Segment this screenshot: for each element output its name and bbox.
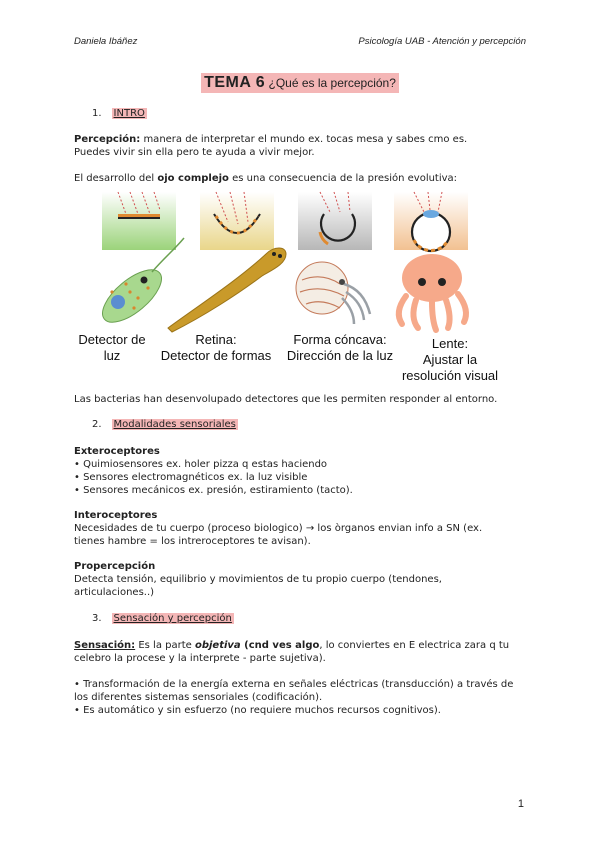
sensacion-text: Es la parte: [135, 640, 195, 651]
list-item: • Sensores electromagnéticos ex. la luz visible: [74, 472, 308, 483]
sensacion-line1: [74, 639, 534, 652]
page-title: [0, 72, 600, 93]
percepcion-term: Percepción:: [74, 134, 141, 145]
section-label: Sensación y percepción: [113, 613, 232, 624]
panel-retina: [168, 192, 286, 332]
interoceptores-line2: tienes hambre = los intreroceptores te avisan).: [74, 536, 311, 547]
caption-retina: [154, 332, 278, 364]
percepcion-text: manera de interpretar el mundo ex. tocas mesa y sabes cmo es.: [140, 134, 468, 145]
interoceptores-title: Interoceptores: [74, 510, 158, 521]
section-heading-modalidades: [92, 419, 238, 430]
caption-line: Ajustar la: [422, 352, 478, 367]
panel-light-detector: [94, 192, 184, 331]
section-heading-sensacion: [92, 613, 234, 624]
bacterias-paragraph: Las bacterias han desenvolupado detectores que les permiten responder al entorno.: [74, 394, 498, 405]
exteroceptores-title: Exteroceptores: [74, 446, 160, 457]
interoceptores-block: [74, 509, 534, 548]
sensacion-term: Sensación:: [74, 640, 136, 651]
caption-line: resolución visual: [401, 368, 499, 383]
title-main: TEMA 6: [204, 74, 266, 91]
list-item: • Transformación de la energía externa en señales eléctricas (transducción) a través de: [74, 679, 514, 690]
exteroceptores-block: [74, 445, 534, 497]
ojo-post: es una consecuencia de la presión evolutiva:: [228, 173, 458, 184]
title-highlight: [201, 73, 399, 93]
caption-line: Detector de formas: [160, 348, 272, 363]
section-number: 2.: [92, 419, 102, 430]
percepcion-definition: [74, 133, 534, 159]
page-number: 1: [517, 798, 524, 810]
interoceptores-line1: Necesidades de tu cuerpo (proceso biologico) → los òrganos envian info a SN (ex.: [74, 523, 483, 534]
panel-lens: [394, 192, 468, 330]
sensacion-definition: [74, 639, 534, 665]
caption-detector: [70, 332, 154, 364]
caption-lens: [398, 336, 502, 384]
list-item: • Quimiosensores ex. holer pizza q estas haciendo: [74, 459, 328, 470]
sensacion-cnd: (cnd ves algo: [240, 640, 320, 651]
header-course: Psicología UAB - Atención y percepción: [358, 36, 526, 47]
ojo-pre: El desarrollo del: [74, 173, 158, 184]
propercepcion-block: [74, 560, 534, 599]
caption-line: Detector de: [78, 332, 146, 347]
list-item: • Sensores mecánicos ex. presión, estiramiento (tacto).: [74, 485, 353, 496]
caption-line: Retina:: [195, 332, 237, 347]
section-number: 1.: [92, 108, 102, 119]
propercepcion-line2: articulaciones..): [74, 587, 155, 598]
ojo-term: ojo complejo: [157, 173, 229, 184]
title-sub: ¿Qué es la percepción?: [265, 76, 396, 90]
objetiva-term: objetiva: [194, 640, 241, 651]
caption-line: Dirección de la luz: [286, 348, 394, 363]
sensacion-line2: celebro la procese y la interprete - parte sujetiva).: [74, 653, 326, 664]
sensacion-text: , lo conviertes en E electrica zara q tu: [319, 640, 510, 651]
section-label: INTRO: [113, 108, 145, 119]
panel-concave: [296, 192, 372, 324]
percepcion-line2: Puedes vivir sin ella pero te ayuda a vivir mejor.: [74, 147, 315, 158]
propercepcion-title: Propercepción: [74, 561, 156, 572]
eye-evolution-figure: [88, 188, 508, 338]
ojo-complejo-paragraph: [74, 172, 534, 185]
caption-line: Forma cóncava:: [293, 332, 387, 347]
sensacion-bullets: [74, 678, 534, 717]
caption-line: Lente:: [431, 336, 469, 351]
caption-line: luz: [103, 348, 121, 363]
header-author: Daniela Ibáñez: [74, 36, 138, 47]
list-item-continuation: los diferentes sistemas sensoriales (codificación).: [74, 692, 323, 703]
section-number: 3.: [92, 613, 102, 624]
propercepcion-line1: Detecta tensión, equilibrio y movimientos de tu propio cuerpo (tendones,: [74, 574, 442, 585]
list-item: • Es automático y sin esfuerzo (no requiere muchos recursos cognitivos).: [74, 705, 441, 716]
caption-concave: [280, 332, 400, 364]
section-label: Modalidades sensoriales: [113, 419, 236, 430]
section-heading-intro: [92, 108, 147, 119]
